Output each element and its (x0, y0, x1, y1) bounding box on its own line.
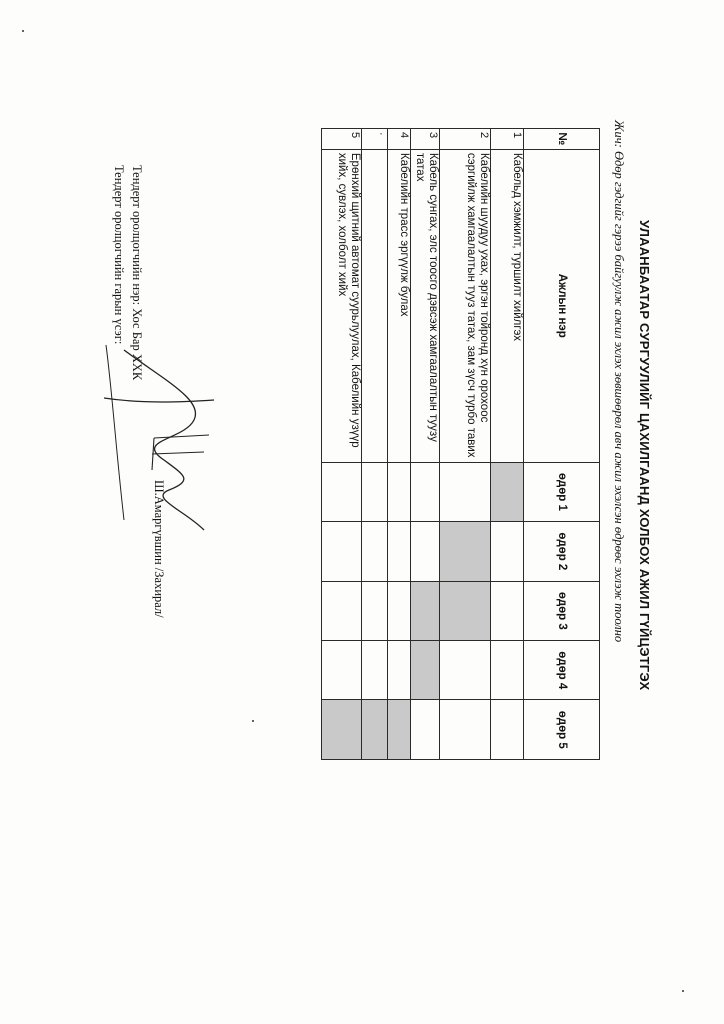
header-day-3: өдөр 3 (524, 581, 600, 640)
header-no: № (524, 129, 600, 150)
day-cell (440, 462, 491, 521)
day-cell (491, 522, 524, 581)
row-number: 3 (411, 129, 440, 150)
day-cell (388, 700, 411, 760)
day-cell (491, 581, 524, 640)
table-row (388, 129, 411, 760)
day-cell (411, 522, 440, 581)
day-cell (322, 700, 362, 760)
day-cell (388, 581, 411, 640)
table-header-row (524, 129, 600, 760)
tender-signature-label: Тендерт оролцогчийн гарын үсэг: (112, 165, 126, 345)
day-cell (440, 522, 491, 581)
task-name: Ерөнхий щитний автомат суурьлуулах, Кабелийн узүүр хийх, сувлэх, холболт хийх (322, 149, 362, 462)
day-cell (362, 700, 388, 760)
header-day-1: өдөр 1 (524, 462, 600, 521)
day-cell (362, 581, 388, 640)
task-name: Кабелийн шуудуу ухах, эргэн тойронд хүн орохоос сэргийлж хамгаалалтын тууз татах, зам зүсч турбо тавих (440, 149, 491, 462)
day-cell (411, 462, 440, 521)
table-row (440, 129, 491, 760)
day-cell (362, 641, 388, 700)
table-row (322, 129, 362, 760)
day-cell (440, 700, 491, 760)
day-cell (491, 462, 524, 521)
header-day-4: өдөр 4 (524, 641, 600, 700)
task-name: Кабелийн трасс эргүүлж булах (388, 149, 411, 462)
table-row (491, 129, 524, 760)
day-cell (322, 462, 362, 521)
task-name (362, 149, 388, 462)
row-number: · (362, 129, 388, 150)
document-note: Жич: Өдөр гэдгийг гэрээ байгуулж ажил эхлэх зөвшөөрөл авч ажил эхэлсэн өдрөөс эхлэж тоолно (612, 120, 626, 643)
document-title: УЛААНБААТАР СУРГУУЛИЙГ ЦАХИЛГААНД ХОЛБОХ АЖИЛ ГҮЙЦЭТГЭХ (637, 220, 652, 691)
scan-speck (252, 720, 254, 722)
day-cell (322, 641, 362, 700)
day-cell (388, 641, 411, 700)
day-cell (411, 700, 440, 760)
scan-speck (682, 990, 684, 992)
signer-name: Ш.Амаргүвшин /Захирал/ (152, 480, 166, 618)
day-cell (440, 581, 491, 640)
row-number: 2 (440, 129, 491, 150)
row-number: 5 (322, 129, 362, 150)
table-row (362, 129, 388, 760)
day-cell (491, 700, 524, 760)
day-cell (362, 522, 388, 581)
day-cell (388, 462, 411, 521)
handwritten-signature (94, 340, 224, 540)
day-cell (411, 581, 440, 640)
day-cell (322, 522, 362, 581)
tender-participant-name: Тендерт оролцогчийн нэр: Хос Бар ХХК (130, 165, 144, 381)
header-day-2: өдөр 2 (524, 522, 600, 581)
day-cell (322, 581, 362, 640)
task-name: Кабельд хэмжилт, туршилт хийлгэх (491, 149, 524, 462)
day-cell (388, 522, 411, 581)
day-cell (440, 641, 491, 700)
day-cell (491, 641, 524, 700)
header-day-5: өдөр 5 (524, 700, 600, 760)
day-cell (362, 462, 388, 521)
schedule-table (321, 128, 600, 760)
scan-speck (22, 30, 24, 32)
table-row (411, 129, 440, 760)
row-number: 1 (491, 129, 524, 150)
day-cell (411, 641, 440, 700)
task-name: Кабель сунгах, элс тоосго дэвсэж хамгаалалтын туузу татах (411, 149, 440, 462)
header-name: Ажлын нэр (524, 149, 600, 462)
row-number: 4 (388, 129, 411, 150)
